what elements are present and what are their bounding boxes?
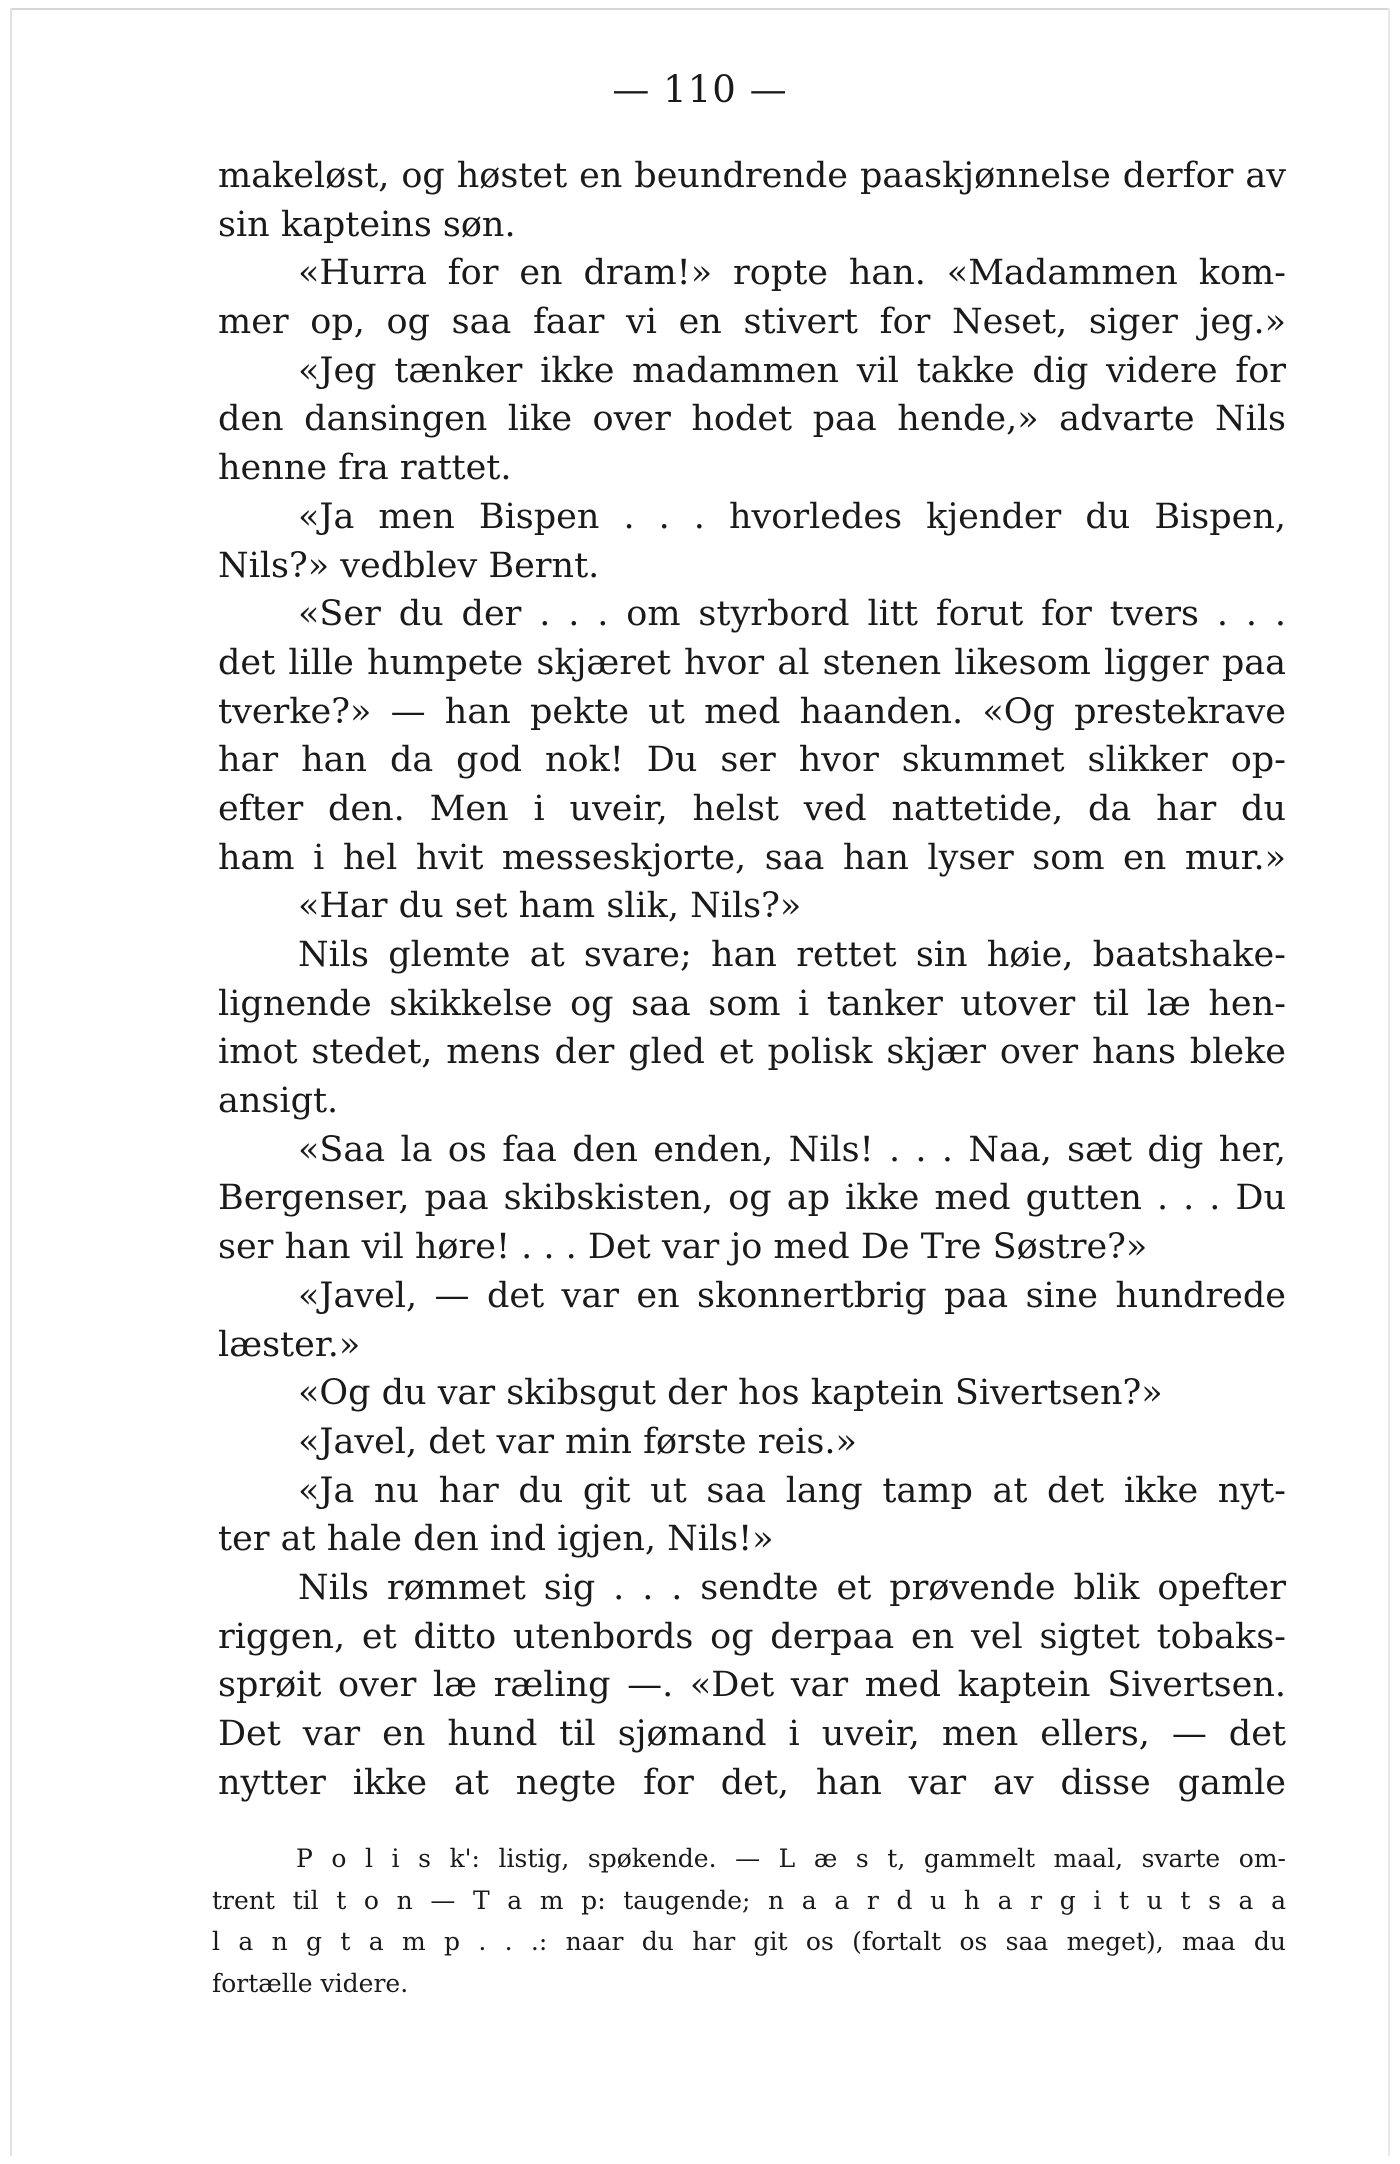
scan-border-right [1388,8,1390,2156]
text-line: «Ser du der . . . om styrbord litt forut for tvers . . . [298,594,1286,635]
text-line: «Ja nu har du git ut saa lang tamp at det ikke nyt- [298,1470,1286,1511]
footnote-line: fortælle videre. [212,1968,409,1998]
text-line: nytter ikke at negte for det, han var av disse gamle [218,1762,1286,1803]
text-line: efter den. Men i uveir, helst ved nattetide, da har du [218,788,1286,829]
text-line: lignende skikkelse og saa som i tanker utover til læ hen- [218,983,1286,1024]
text-line: henne fra rattet. [218,448,512,489]
text-line: har han da god nok! Du ser hvor skummet slikker op- [218,740,1286,781]
text-line: «Ja men Bispen . . . hvorledes kjender du Bispen, [298,496,1286,537]
text-line: «Hurra for en dram!» ropte han. «Madammen kom- [298,253,1286,294]
text-line: «Og du var skibsgut der hos kaptein Sivertsen?» [298,1373,1163,1414]
footnote-line: l a n g t a m p . . .: naar du har git os (fortalt os saa meget), maa du [212,1927,1286,1956]
text-line: Det var en hund til sjømand i uveir, men ellers, — det [218,1714,1286,1754]
text-line: «Javel, — det var en skonnertbrig paa sine hundrede [298,1275,1286,1316]
text-line: «Javel, det var min første reis.» [298,1421,857,1462]
text-line: «Saa la os faa den enden, Nils! . . . Naa, sæt dig her, [298,1129,1286,1170]
text-line: den dansingen like over hodet paa hende,» advarte Nils [218,399,1286,440]
text-line: makeløst, og høstet en beundrende paaskjønnelse derfor av [218,156,1286,196]
text-line: sprøit over læ ræling —. «Det var med kaptein Sivertsen. [218,1665,1286,1706]
text-line: mer op, og saa faar vi en stivert for Neset, siger jeg.» [218,302,1286,343]
body-text [218,152,1286,1807]
text-line: ter at hale den ind igjen, Nils!» [218,1519,774,1560]
text-line: ser han vil høre! . . . Det var jo med De Tre Søstre?» [218,1227,1148,1268]
scan-border-top [10,8,1390,10]
text-line: «Jeg tænker ikke madammen vil takke dig videre for [298,350,1286,391]
text-line: tverke?» — han pekte ut med haanden. «Og prestekrave [218,691,1286,732]
text-line: imot stedet, mens der gled et polisk skjær over hans bleke [218,1032,1286,1073]
text-line: Nils?» vedblev Bernt. [218,545,600,586]
text-line: læster.» [218,1324,361,1365]
text-line: Nils glemte at svare; han rettet sin høie, baatshake- [298,935,1286,975]
scan-border-left [10,8,12,2156]
text-line: sin kapteins søn. [218,204,516,245]
text-line: det lille humpete skjæret hvor al stenen likesom ligger paa [218,642,1286,683]
footnote-line: P o l i s k': listig, spøkende. — L æ s t, gammelt maal, svarte om- [296,1844,1286,1873]
footnote-line: trent til t o n — T a m p: taugende; n a a r d u h a r g i t u t s a a [212,1885,1286,1915]
footnotes [212,1838,1286,2004]
text-line: Bergenser, paa skibskisten, og ap ikke med gutten . . . Du [218,1178,1286,1219]
text-line: riggen, et ditto utenbords og derpaa en vel sigtet tobaks- [218,1616,1286,1657]
text-line: ansigt. [218,1081,339,1122]
text-line: «Har du set ham slik, Nils?» [298,886,802,927]
text-line: Nils rømmet sig . . . sendte et prøvende blik opefter [298,1567,1286,1608]
text-line: ham i hel hvit messeskjorte, saa han lyser som en mur.» [218,837,1286,878]
page-number: — 110 — [612,68,788,111]
